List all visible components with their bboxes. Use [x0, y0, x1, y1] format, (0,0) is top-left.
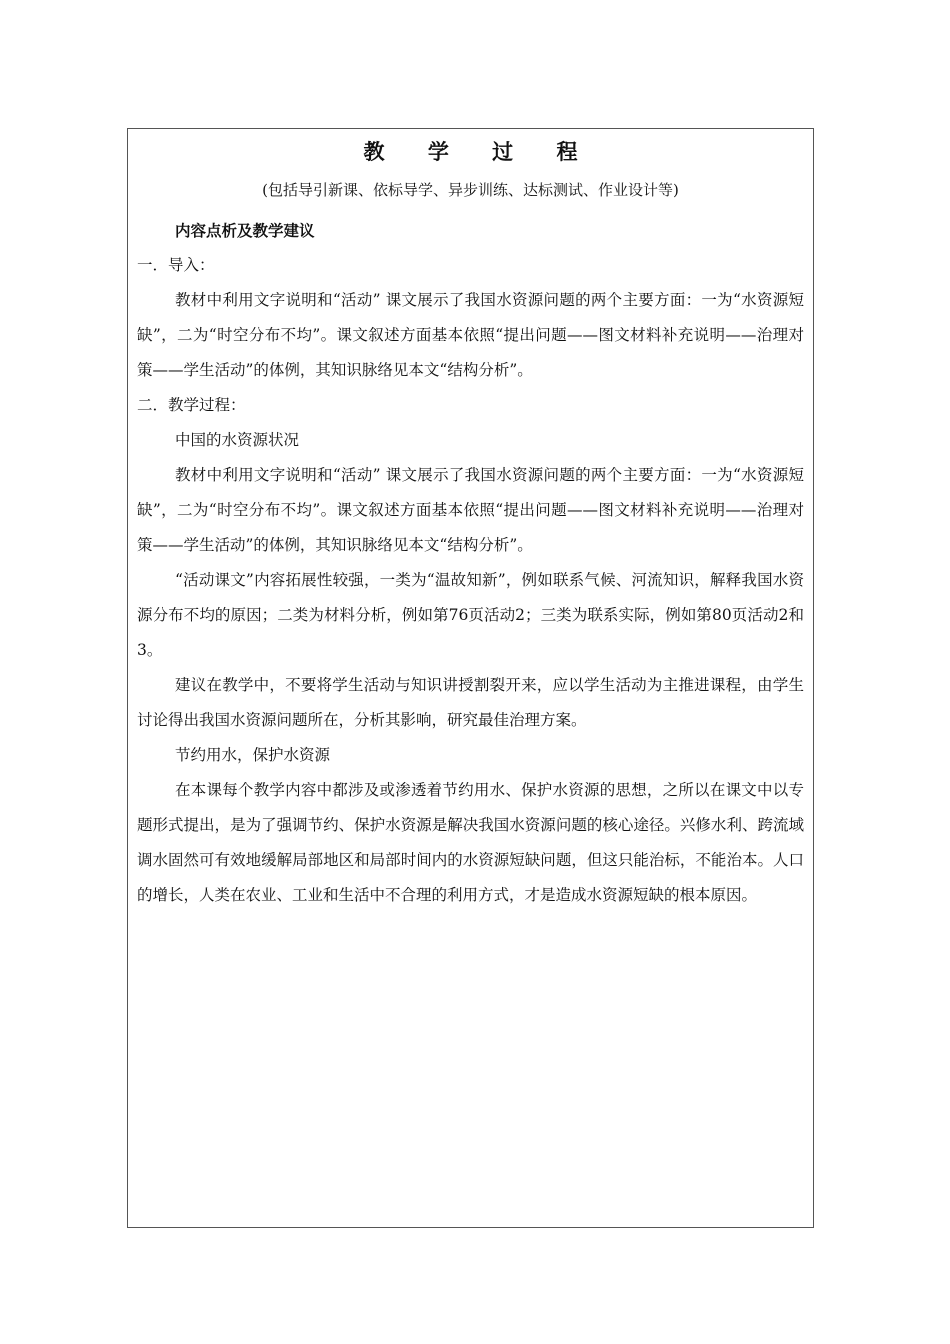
topic2-title: 节约用水，保护水资源 [175, 746, 331, 764]
content-body [137, 213, 804, 913]
part1-title: 一．导入： [137, 256, 215, 274]
section-heading: 内容点析及教学建议 [175, 221, 315, 240]
page-subtitle: (包括导引新课、依标导学、异步训练、达标测试、作业设计等) [262, 181, 679, 199]
topic1-title: 中国的水资源状况 [175, 431, 300, 449]
topic1-paragraph-2: “活动课文”内容拓展性较强，一类为“温故知新”，例如联系气候、河流知识，解释我国水资源分布不均的原因；二类为材料分析，例如第76页活动2；三类为联系实际，例如第80页活动2和3。 [137, 571, 804, 659]
topic1-paragraph-1: 教材中利用文字说明和“活动” 课文展示了我国水资源问题的两个主要方面：一为“水资源短缺”，二为“时空分布不均”。课文叙述方面基本依照“提出问题——图文材料补充说明——治理对策——学生活动”的体例，其知识脉络见本文“结构分析”。 [137, 466, 804, 554]
part1-paragraph: 教材中利用文字说明和“活动” 课文展示了我国水资源问题的两个主要方面：一为“水资源短缺”，二为“时空分布不均”。课文叙述方面基本依照“提出问题——图文材料补充说明——治理对策——学生活动”的体例，其知识脉络见本文“结构分析”。 [137, 291, 804, 379]
topic2-paragraph: 在本课每个教学内容中都涉及或渗透着节约用水、保护水资源的思想，之所以在课文中以专题形式提出，是为了强调节约、保护水资源是解决我国水资源问题的核心途径。兴修水利、跨流域调水固然可有效地缓解局部地区和局部时间内的水资源短缺问题，但这只能治标，不能治本。人口的增长，人类在农业、工业和生活中不合理的利用方式，才是造成水资源短缺的根本原因。 [137, 781, 804, 904]
page-title: 教 学 过 程 [363, 139, 596, 164]
lesson-table-frame [127, 128, 814, 1228]
topic1-paragraph-3: 建议在教学中，不要将学生活动与知识讲授割裂开来，应以学生活动为主推进课程，由学生讨论得出我国水资源问题所在，分析其影响，研究最佳治理方案。 [137, 676, 804, 729]
part2-title: 二．教学过程： [137, 396, 246, 414]
